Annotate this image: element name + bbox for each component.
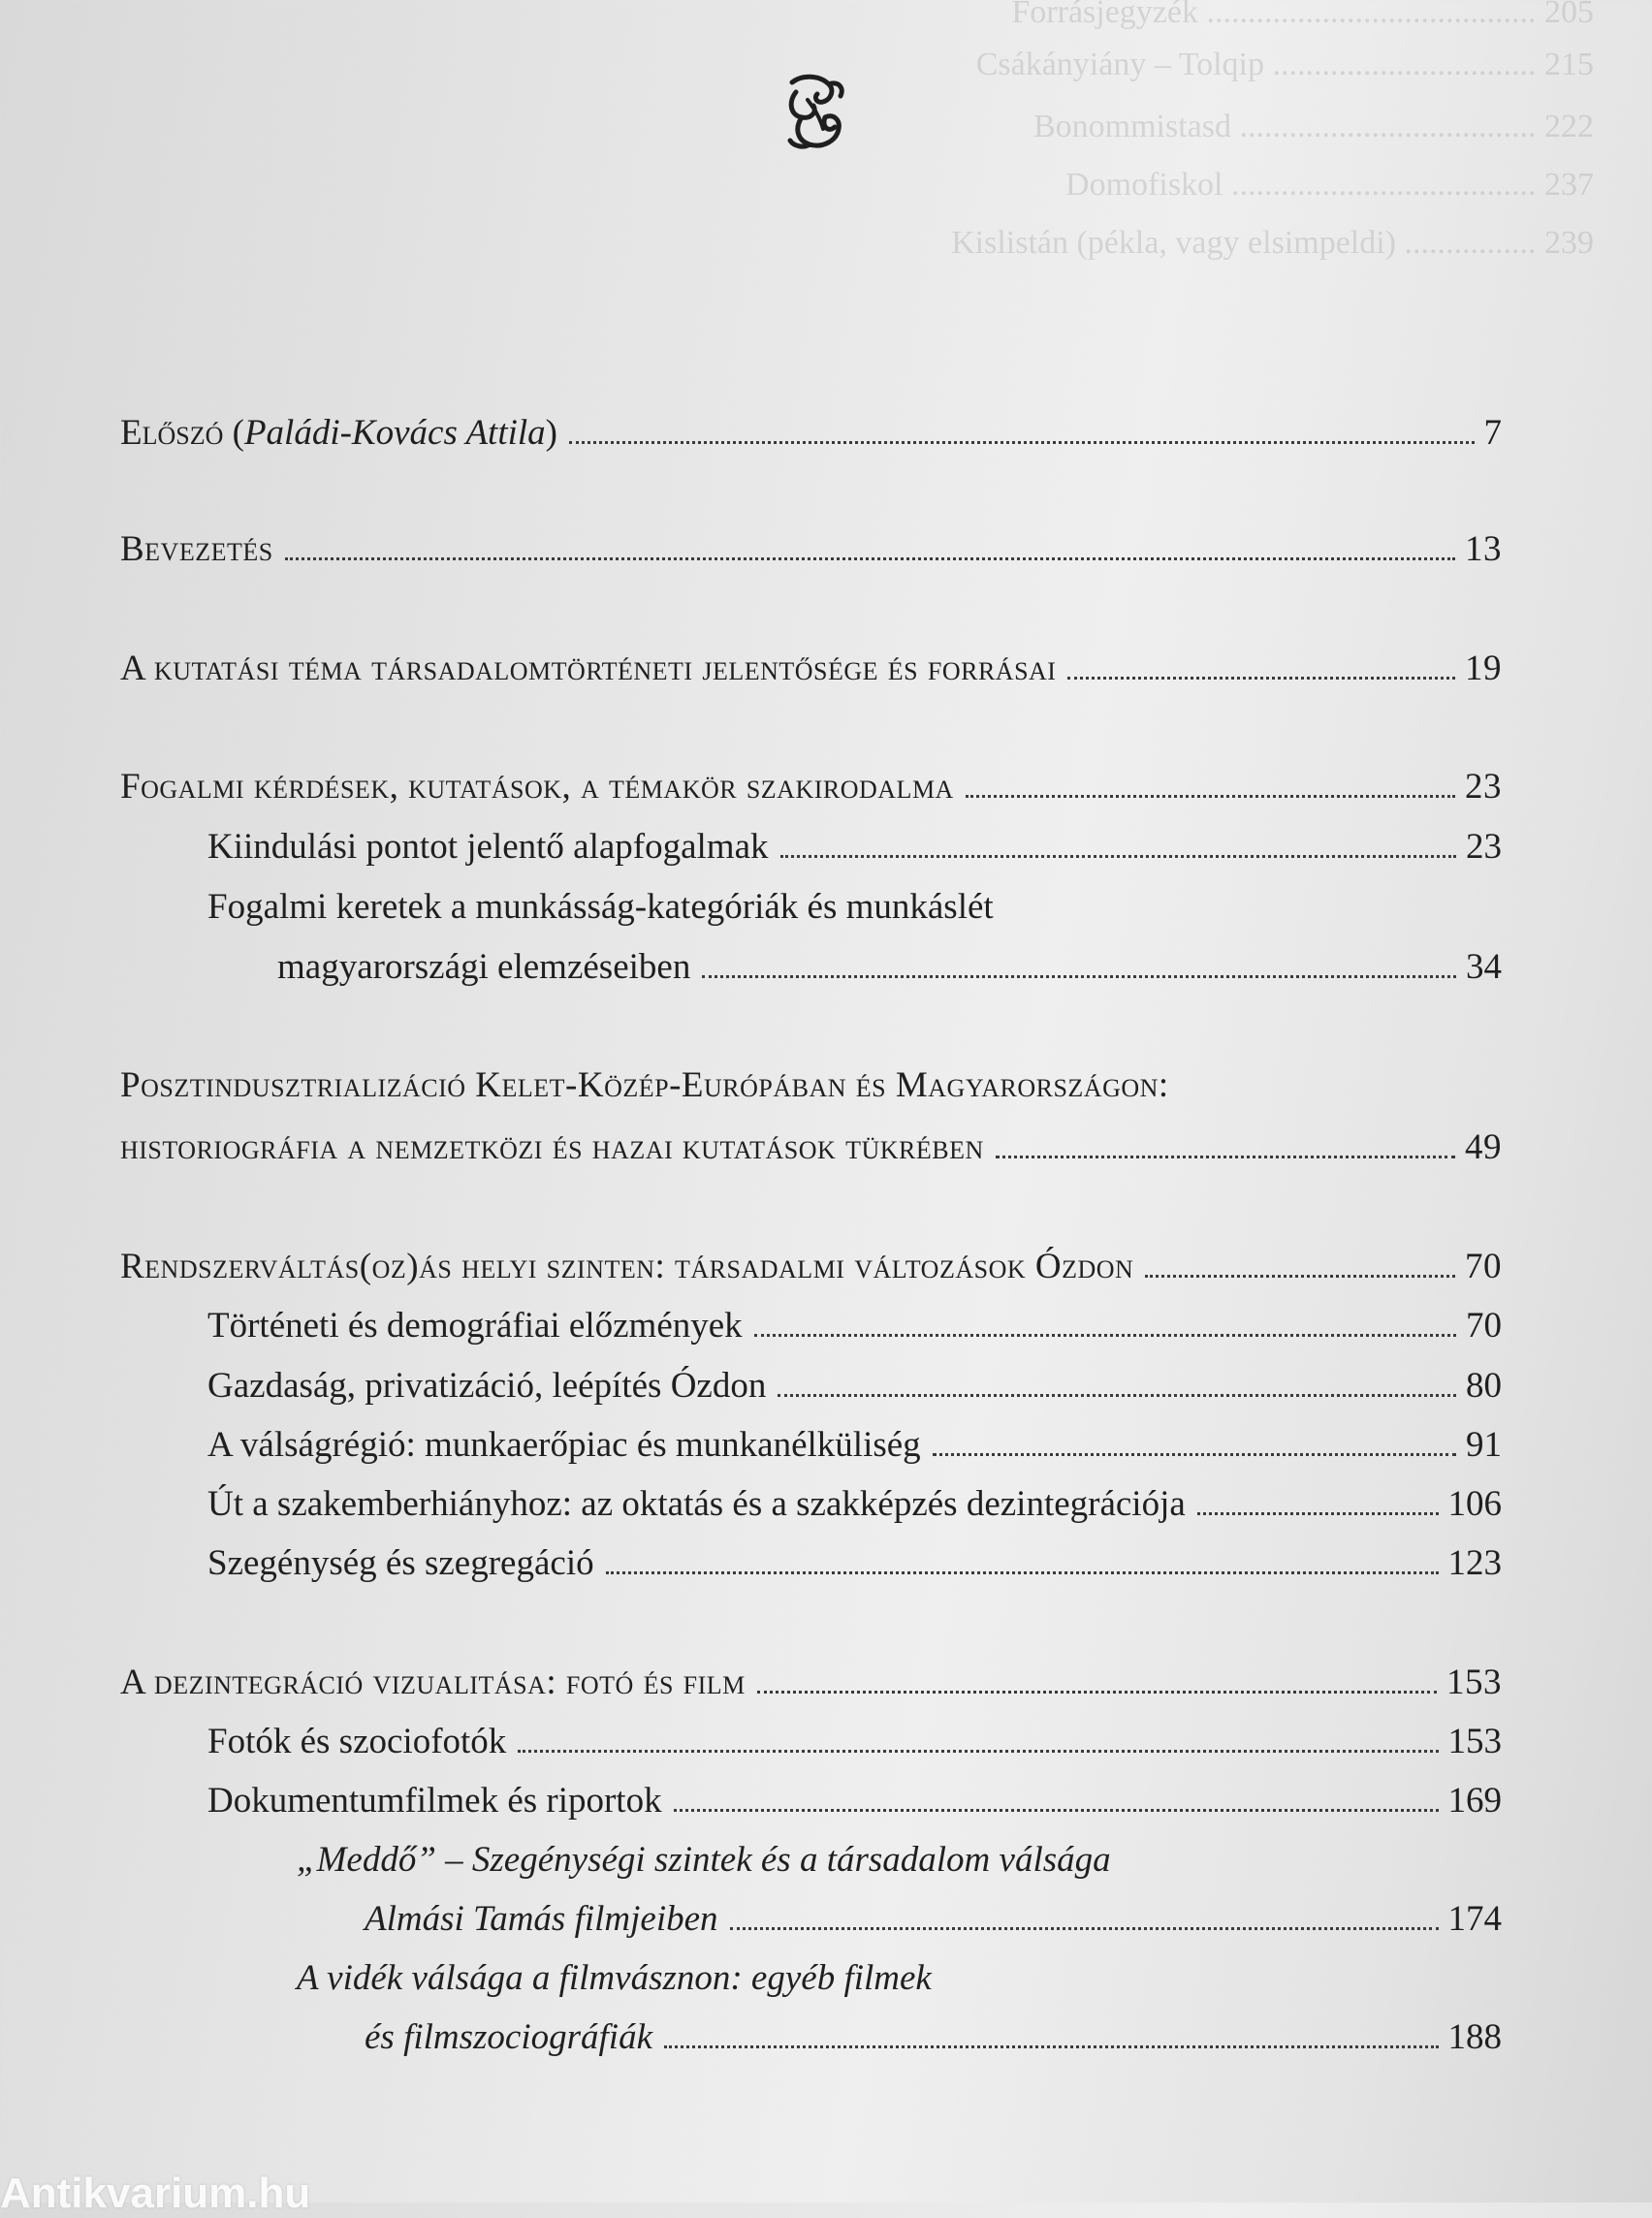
toc-page-number: 91 (1466, 1425, 1502, 1465)
toc-entry-title-line: Posztindusztrializáció Kelet-Közép-Európában és Magyarországon: (120, 1065, 1169, 1105)
toc-page-number: 70 (1466, 1306, 1502, 1346)
bleed-through-line: Csákányiány – Tolqip ................................ 215 (975, 47, 1594, 82)
toc-entry-title: Almási Tamás filmjeiben (365, 1899, 718, 1939)
toc-leader-dots (778, 1394, 1456, 1397)
toc-page-number: 80 (1466, 1366, 1502, 1406)
toc-leader-dots (1197, 1512, 1439, 1515)
toc-entry-title: Bevezetés (120, 529, 273, 569)
toc-page-number: 188 (1447, 2017, 1502, 2057)
toc-leader-dots (780, 855, 1456, 858)
toc-entry-title: Történeti és demográfiai előzmények (207, 1306, 743, 1346)
toc-leader-dots (518, 1750, 1438, 1753)
toc-entry-subsection (365, 1898, 1502, 1941)
toc-page-number: 13 (1465, 529, 1502, 569)
toc-entry-title-line: A vidék válsága a filmvásznon: egyéb filmek (297, 1958, 932, 1998)
toc-leader-dots (702, 975, 1456, 978)
toc-entry-section (277, 946, 1502, 989)
bleed-through-line: Domofiskol ..................................... 237 (1065, 167, 1594, 203)
toc-entry-title: magyarországi elemzéseiben (277, 947, 691, 987)
toc-page-number: 123 (1447, 1543, 1502, 1583)
toc-leader-dots (569, 441, 1475, 444)
bleed-through-line: Bonommistasd .................................... 222 (1032, 109, 1594, 144)
toc-page-number: 23 (1465, 767, 1502, 807)
watermark: Antikvarium.hu (0, 2170, 311, 2217)
toc-entry-chapter (120, 1246, 1502, 1288)
toc-entry-title: Kiindulási pontot jelentő alapfogalmak (207, 827, 769, 867)
toc-leader-dots (1145, 1275, 1455, 1278)
toc-entry-section (207, 1365, 1502, 1408)
toc-leader-dots (730, 1927, 1439, 1930)
toc-entry-title: Fotók és szociofotók (207, 1722, 507, 1761)
toc-page-number: 23 (1466, 827, 1502, 867)
toc-entry-title: Rendszerváltás(oz)ás helyi szinten: társadalmi változások Ózdon (120, 1247, 1134, 1286)
toc-leader-dots (996, 1156, 1455, 1158)
toc-entry-section (207, 1424, 1502, 1467)
toc-entry-foreword (120, 412, 1502, 455)
toc-leader-dots (757, 1691, 1437, 1694)
toc-entry-title: A dezintegráció vizualitása: fotó és film (120, 1663, 746, 1702)
toc-page-number: 19 (1465, 649, 1502, 688)
toc-entry-chapter (120, 648, 1502, 690)
toc-entry-title-line: Fogalmi keretek a munkásság-kategóriák és munkáslét (207, 887, 994, 927)
toc-entry-section (207, 1542, 1502, 1585)
toc-leader-dots (966, 795, 1455, 798)
toc-entry-chapter (120, 1662, 1502, 1704)
toc-page-number: 153 (1446, 1663, 1502, 1702)
toc-entry-subsection (365, 2016, 1502, 2059)
toc-entry-author: Paládi-Kovács Attila (243, 413, 546, 453)
toc-entry-title: Gazdaság, privatizáció, leépítés Ózdon (207, 1366, 767, 1406)
toc-entry-section (207, 1780, 1502, 1822)
toc-entry-section (207, 1721, 1502, 1763)
toc-entry-section (207, 826, 1502, 869)
toc-entry-title: A válságrégió: munkaerőpiac és munkanélküliség (207, 1425, 921, 1465)
toc-leader-dots (606, 1571, 1439, 1574)
bleed-through-line: Forrásjegyzék ........................................ 205 (1011, 0, 1594, 30)
toc-entry-chapter (120, 1126, 1502, 1169)
toc-entry-title: Út a szakemberhiányhoz: az oktatás és a szakképzés dezintegrációja (207, 1484, 1186, 1524)
toc-leader-dots (933, 1453, 1456, 1456)
toc-page-number: 174 (1447, 1899, 1502, 1939)
toc-page-number: 70 (1465, 1247, 1502, 1286)
toc-leader-dots (285, 557, 1455, 560)
toc-page-number: 7 (1483, 413, 1502, 453)
toc-leader-dots (1067, 677, 1455, 680)
toc-entry-title: Szegénység és szegregáció (207, 1543, 594, 1583)
toc-entry-title: historiográfia a nemzetközi és hazai kutatások tükrében (120, 1127, 984, 1167)
toc-page-number: 49 (1465, 1127, 1502, 1167)
toc-entry-title: Dokumentumfilmek és riportok (207, 1781, 662, 1821)
toc-page-number: 106 (1447, 1484, 1502, 1524)
toc-entry-title: Fogalmi kérdések, kutatások, a témakör szakirodalma (120, 767, 954, 807)
toc-entry-title-line: „Meddő” – Szegénységi szintek és a társadalom válsága (297, 1840, 1111, 1880)
toc-entry-section (207, 1305, 1502, 1347)
toc-page-number: 169 (1447, 1781, 1502, 1821)
toc-page-number: 153 (1447, 1722, 1502, 1761)
toc-entry-section (207, 1483, 1502, 1526)
toc-entry-introduction (120, 528, 1502, 571)
toc-entry-title: Előszó (Paládi-Kovács Attila) (120, 413, 557, 453)
toc-page-number: 34 (1466, 947, 1502, 987)
toc-entry-title: A kutatási téma társadalomtörténeti jelentősége és forrásai (120, 649, 1057, 688)
toc-leader-dots (664, 2045, 1438, 2048)
bleed-through-line: Kislistán (pékla, vagy elsimpeldi) ................ 239 (951, 225, 1594, 261)
toc-leader-dots (754, 1334, 1456, 1337)
toc-entry-title: és filmszociográfiák (365, 2017, 653, 2057)
toc-entry-chapter (120, 766, 1502, 808)
toc-leader-dots (674, 1809, 1439, 1812)
